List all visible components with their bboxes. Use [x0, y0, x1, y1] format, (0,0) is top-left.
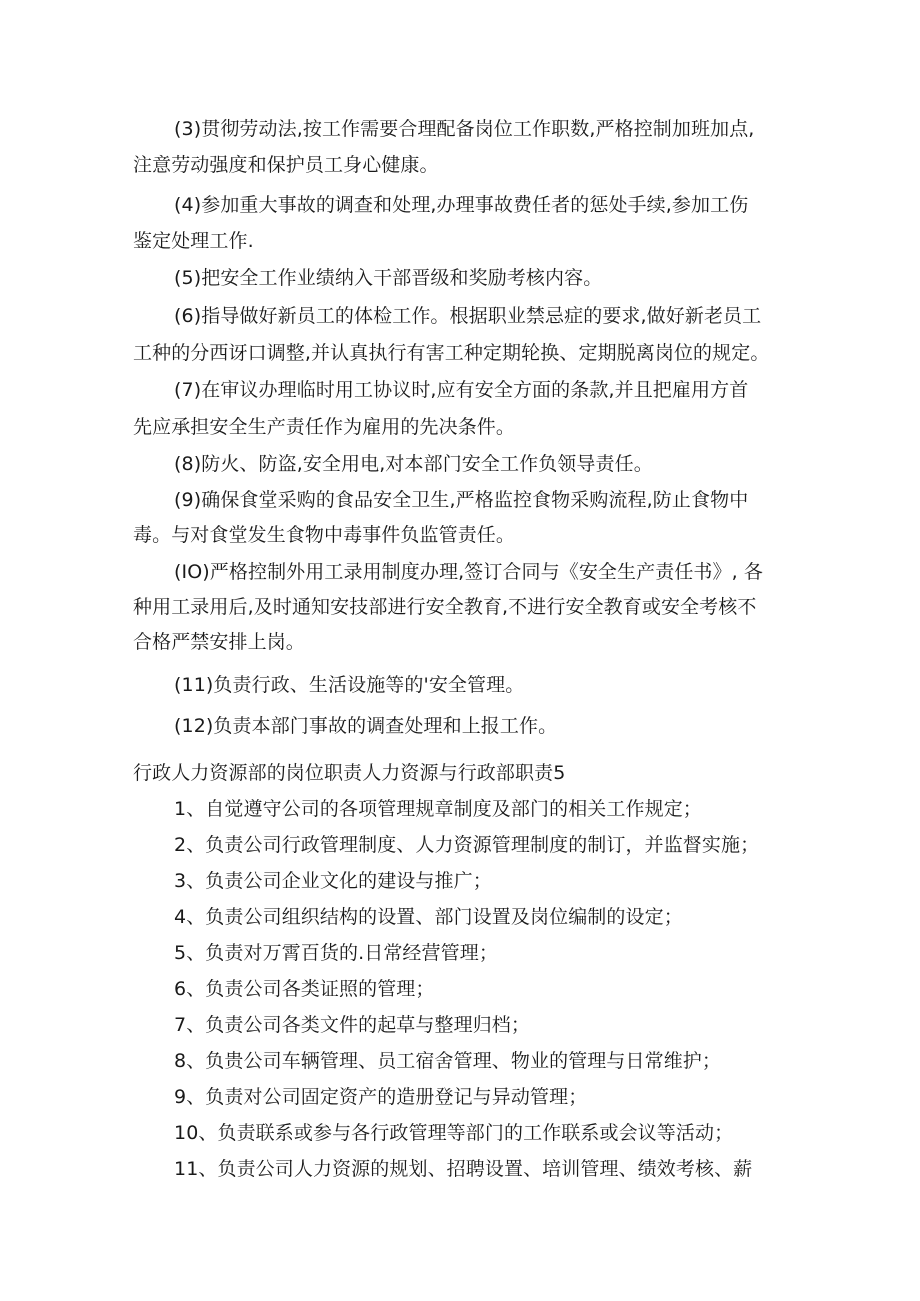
- list-item: 8、负贵公司车辆管理、员工宿舍管理、物业的管理与日常维护；: [174, 1050, 721, 1072]
- paragraph-line: (8)防火、防盗,安全用电,对本部门安全工作负领导责任。: [174, 453, 653, 475]
- list-item: 3、负责公司企业文化的建设与推广；: [174, 870, 492, 892]
- paragraph-line: (4)参加重大事故的调查和处理,办理事故费任者的惩处手续,参加工伤: [174, 194, 749, 216]
- paragraph-line: (9)确保食堂采购的食品安全卫生,严格监控食物采购流程,防止食物中: [174, 489, 749, 511]
- section-heading: 行政人力资源部的岗位职责人力资源与行政部职责5: [133, 762, 566, 784]
- list-item: 1、自觉遵守公司的各项管理规章制度及部门的相关工作规定；: [174, 798, 702, 820]
- paragraph-line: (7)在审议办理临时用工协议时,应有安全方面的条款,并且把雇用方首: [174, 379, 749, 401]
- paragraph-line: (11)负责行政、生活设施等的'安全管理。: [174, 674, 525, 696]
- paragraph-line: 合格严禁安排上岗。: [133, 631, 305, 653]
- list-item: 9、负责对公司固定资产的造册登记与异动管理；: [174, 1086, 588, 1108]
- paragraph-line: (6)指导做好新员工的体检工作。根据职业禁忌症的要求,做好新老员工: [174, 305, 762, 327]
- paragraph-line: (3)贯彻劳动法,按工作需要合理配备岗位工作职数,严格控制加班加点,: [174, 118, 755, 140]
- list-item: 6、负责公司各类证照的管理；: [174, 978, 435, 1000]
- list-item: 10、负责联系或参与各行政管理等部门的工作联系或会议等活动；: [174, 1122, 734, 1144]
- list-item: 7、负责公司各类文件的起草与整理归档；: [174, 1014, 530, 1036]
- paragraph-line: (5)把安全工作业绩纳入干部晋级和奖励考核内容。: [174, 267, 603, 289]
- paragraph-line: 鉴定处理工作.: [133, 230, 254, 252]
- paragraph-line: 先应承担安全生产责任作为雇用的先决条件。: [133, 416, 516, 438]
- paragraph-line: 种用工录用后,及时通知安技部进行安全教育,不进行安全教育或安全考核不: [133, 596, 757, 618]
- paragraph-line: 注意劳动强度和保护员工身心健康。: [133, 154, 439, 176]
- list-item: 11、负责公司人力资源的规划、招聘设置、培训管理、绩效考核、薪: [174, 1158, 753, 1180]
- paragraph-line: (IO)严格控制外用工录用制度办理,签订合同与《安全生产责任书》, 各: [174, 561, 764, 583]
- list-item: 5、负责对万霄百货的.日常经营管理；: [174, 942, 498, 964]
- paragraph-line: 毒。与对食堂发生食物中毒事件负监管责任。: [133, 524, 516, 546]
- paragraph-line: 工种的分西讶口调整,并认真执行有害工种定期轮换、定期脱离岗位的规定。: [133, 342, 770, 364]
- list-item: 4、负责公司组织结构的设置、部门设置及岗位编制的设定；: [174, 906, 683, 928]
- list-item: 2、负责公司行政管理制度、人力资源管理制度的制订，并监督实施；: [174, 834, 760, 856]
- paragraph-line: (12)负责本部门事故的调查处理和上报工作。: [174, 715, 558, 737]
